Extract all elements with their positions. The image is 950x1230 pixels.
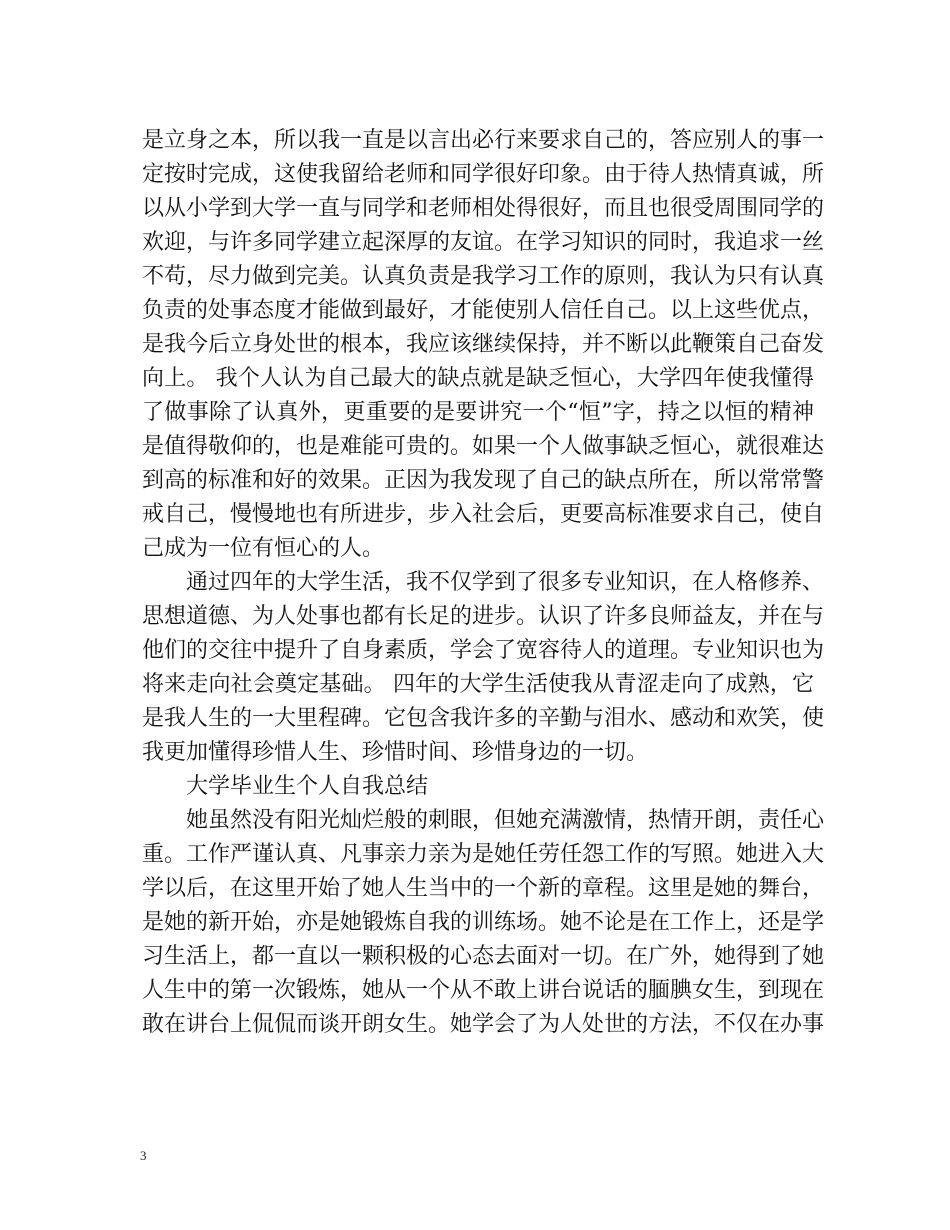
text-line: 是我今后立身处世的根本，我应该继续保持，并不断以此鞭策自己奋发: [142, 332, 825, 357]
text-line: 习生活上，都一直以一颗积极的心态去面对一切。在广外，她得到了她: [142, 944, 825, 969]
text-line: 向上。 我个人认为自己最大的缺点就是缺乏恒心，大学四年使我懂得: [142, 366, 814, 391]
text-line: 到高的标准和好的效果。正因为我发现了自己的缺点所在，所以常常警: [142, 468, 825, 493]
text-line: 是立身之本，所以我一直是以言出必行来要求自己的，答应别人的事一: [142, 128, 825, 153]
text-line: 敢在讲台上侃侃而谈开朗女生。她学会了为人处世的方法，不仅在办事: [142, 1012, 825, 1037]
text-line: 他们的交往中提升了自身素质，学会了宽容待人的道理。专业知识也为: [142, 638, 825, 663]
page-number: 3: [140, 1148, 147, 1163]
text-line: 定按时完成，这使我留给老师和同学很好印象。由于待人热情真诚，所: [142, 162, 825, 187]
document-body: [142, 124, 825, 1042]
text-line: 她虽然没有阳光灿烂般的刺眼，但她充满激情，热情开朗，责任心: [186, 808, 825, 833]
text-line: 以从小学到大学一直与同学和老师相处得很好，而且也很受周围同学的: [142, 196, 825, 221]
text-line: 学以后，在这里开始了她人生当中的一个新的章程。这里是她的舞台，: [142, 876, 825, 901]
text-line: 不苟，尽力做到完美。认真负责是我学习工作的原则，我认为只有认真: [142, 264, 825, 289]
text-line: 我更加懂得珍惜人生、珍惜时间、珍惜身边的一切。: [142, 740, 649, 765]
text-line: 是我人生的一大里程碑。它包含我许多的辛勤与泪水、感动和欢笑，使: [142, 706, 825, 731]
text-line: 欢迎，与许多同学建立起深厚的友谊。在学习知识的同时，我追求一丝: [142, 230, 825, 255]
text-line: 戒自己，慢慢地也有所进步，步入社会后，更要高标准要求自己，使自: [142, 502, 825, 527]
text-line: 思想道德、为人处事也都有长足的进步。认识了许多良师益友，并在与: [142, 604, 825, 629]
text-line: 大学毕业生个人自我总结: [186, 774, 429, 799]
text-line: 通过四年的大学生活，我不仅学到了很多专业知识，在人格修养、: [186, 570, 825, 595]
text-line: 重。工作严谨认真、凡事亲力亲为是她任劳任怨工作的写照。她进入大: [142, 842, 825, 867]
text-line: 将来走向社会奠定基础。 四年的大学生活使我从青涩走向了成熟，它: [142, 672, 814, 697]
text-line: 人生中的第一次锻炼，她从一个从不敢上讲台说话的腼腆女生，到现在: [142, 978, 825, 1003]
text-line: 己成为一位有恒心的人。: [142, 536, 385, 561]
text-line: 是她的新开始，亦是她锻炼自我的训练场。她不论是在工作上，还是学: [142, 910, 825, 935]
text-line: 是值得敬仰的，也是难能可贵的。如果一个人做事缺乏恒心，就很难达: [142, 434, 825, 459]
text-line: 了做事除了认真外，更重要的是要讲究一个“恒”字，持之以恒的精神: [142, 400, 814, 425]
text-line: 负责的处事态度才能做到最好，才能使别人信任自己。以上这些优点，: [142, 298, 825, 323]
